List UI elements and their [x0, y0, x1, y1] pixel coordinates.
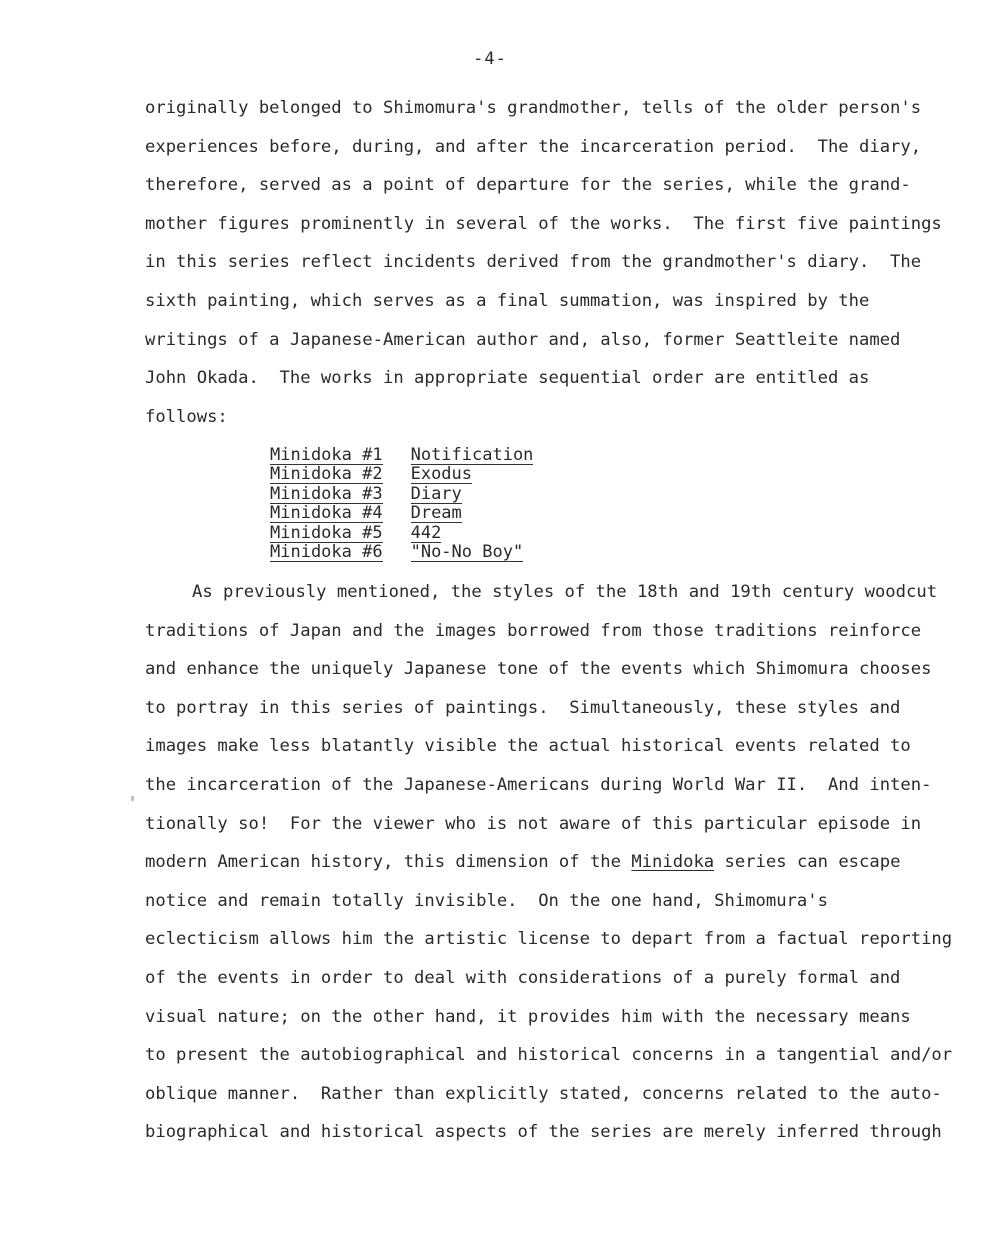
- paragraph-line: traditions of Japan and the images borrowed from those traditions reinforce: [145, 620, 922, 641]
- paragraph-line: images make less blatantly visible the actual historical events related to: [145, 736, 911, 757]
- work-name: Diary: [410, 483, 462, 504]
- paragraph-line: As previously mentioned, the styles of the 18th and 19th century woodcut: [192, 582, 938, 602]
- paragraph-line: therefore, served as a point of departure for the series, while the grand-: [145, 175, 911, 196]
- works-list-row: [270, 465, 533, 484]
- paragraph-line: tionally so! For the viewer who is not aware of this particular episode in: [145, 813, 922, 834]
- line-text: modern American history, this dimension of the: [145, 852, 632, 873]
- works-list-row: [270, 485, 533, 504]
- paragraph-line: visual nature; on the other hand, it provides him with the necessary means: [145, 1006, 911, 1027]
- paragraph-line: of the events in order to deal with considerations of a purely formal and: [145, 967, 901, 988]
- paragraph-line: writings of a Japanese-American author and, also, former Seattleite named: [145, 329, 901, 350]
- paragraph-line: originally belonged to Shimomura's grandmother, tells of the older person's: [145, 98, 922, 118]
- paragraph-line: to present the autobiographical and historical concerns in a tangential and/or: [145, 1045, 953, 1066]
- paragraph-2: [145, 573, 953, 1152]
- work-name: Dream: [410, 503, 462, 524]
- works-list: [270, 446, 533, 562]
- paragraph-line: experiences before, during, and after the incarceration period. The diary,: [145, 136, 922, 157]
- paragraph-line: mother figures prominently in several of the works. The first five paintings: [145, 213, 942, 234]
- line-text: series can escape: [714, 852, 901, 873]
- paragraph-line: [145, 843, 915, 882]
- work-name: 442: [410, 522, 442, 543]
- work-name: Notification: [410, 445, 534, 465]
- work-name: Exodus: [410, 464, 473, 485]
- works-list-row: [270, 504, 533, 523]
- paragraph-line: and enhance the uniquely Japanese tone of the events which Shimomura chooses: [145, 659, 932, 680]
- work-title: Minidoka #2: [270, 464, 383, 485]
- work-title: Minidoka #5: [270, 522, 383, 543]
- works-list-row: [270, 446, 533, 465]
- work-title: Minidoka #1: [270, 445, 383, 465]
- series-title-underlined: Minidoka: [631, 852, 715, 873]
- work-title: Minidoka #4: [270, 503, 383, 524]
- paragraph-line: to portray in this series of paintings. Simultaneously, these styles and: [145, 697, 901, 718]
- paragraph-line: notice and remain totally invisible. On the one hand, Shimomura's: [145, 890, 828, 911]
- paragraph-line: eclecticism allows him the artistic license to depart from a factual reporting: [145, 929, 953, 950]
- paragraph-line: follows:: [145, 406, 228, 427]
- paragraph-line: oblique manner. Rather than explicitly stated, concerns related to the auto-: [145, 1083, 942, 1104]
- paragraph-line: biographical and historical aspects of the series are merely inferred through: [145, 1122, 942, 1143]
- paragraph-1: [145, 89, 942, 436]
- page-number: -4-: [473, 49, 507, 69]
- paragraph-line: John Okada. The works in appropriate sequential order are entitled as: [145, 368, 870, 389]
- paragraph-line: in this series reflect incidents derived from the grandmother's diary. The: [145, 252, 922, 273]
- work-name: "No-No Boy": [410, 542, 524, 563]
- margin-mark: [131, 796, 134, 801]
- paragraph-line: sixth painting, which serves as a final summation, was inspired by the: [145, 290, 870, 311]
- works-list-row: [270, 543, 533, 562]
- works-list-row: [270, 524, 533, 543]
- work-title: Minidoka #6: [270, 542, 383, 563]
- work-title: Minidoka #3: [270, 483, 383, 504]
- paragraph-line: the incarceration of the Japanese-Americans during World War II. And inten-: [145, 774, 932, 795]
